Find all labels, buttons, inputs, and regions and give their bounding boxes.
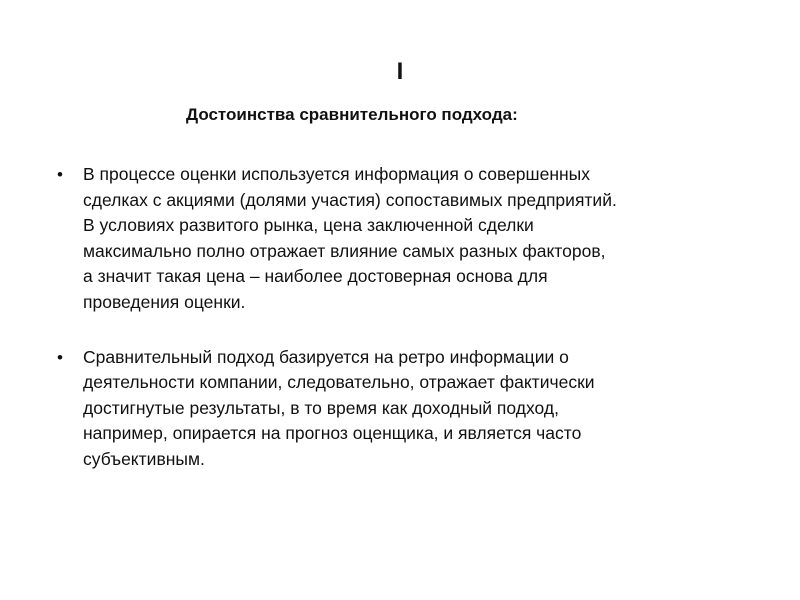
bullet-marker: • [57,165,63,184]
bullet-line: проведения оценки. [83,291,246,312]
bullet-item-transactions [55,162,775,316]
bullet-line: например, опирается на прогноз оценщика, и является часто [83,423,582,444]
bullet-line: субъективным. [83,448,205,469]
slide-heading: Достоинства сравнительного подхода: [186,105,518,124]
bullet-line: а значит такая цена – наиболее достоверная основа для [83,266,548,287]
bullet-line: Сравнительный подход базируется на ретро информации о [83,346,569,367]
bullet-line: В процессе оценки используется информация о совершенных [83,164,590,184]
bullet-line: В условиях развитого рынка, цена заключенной сделки [83,215,534,236]
bullet-list [55,162,775,473]
slide-number-roman: I [396,58,404,85]
bullet-line: максимально полно отражает влияние самых разных факторов, [83,240,606,261]
bullet-line: деятельности компании, следовательно, отражает фактически [83,372,595,393]
bullet-marker: • [57,347,63,367]
bullet-item-retro-information [55,345,775,473]
bullet-line: достигнутые результаты, в то время как доходный подход, [83,397,559,418]
bullet-line: сделках с акциями (долями участия) сопоставимых предприятий. [83,189,617,210]
